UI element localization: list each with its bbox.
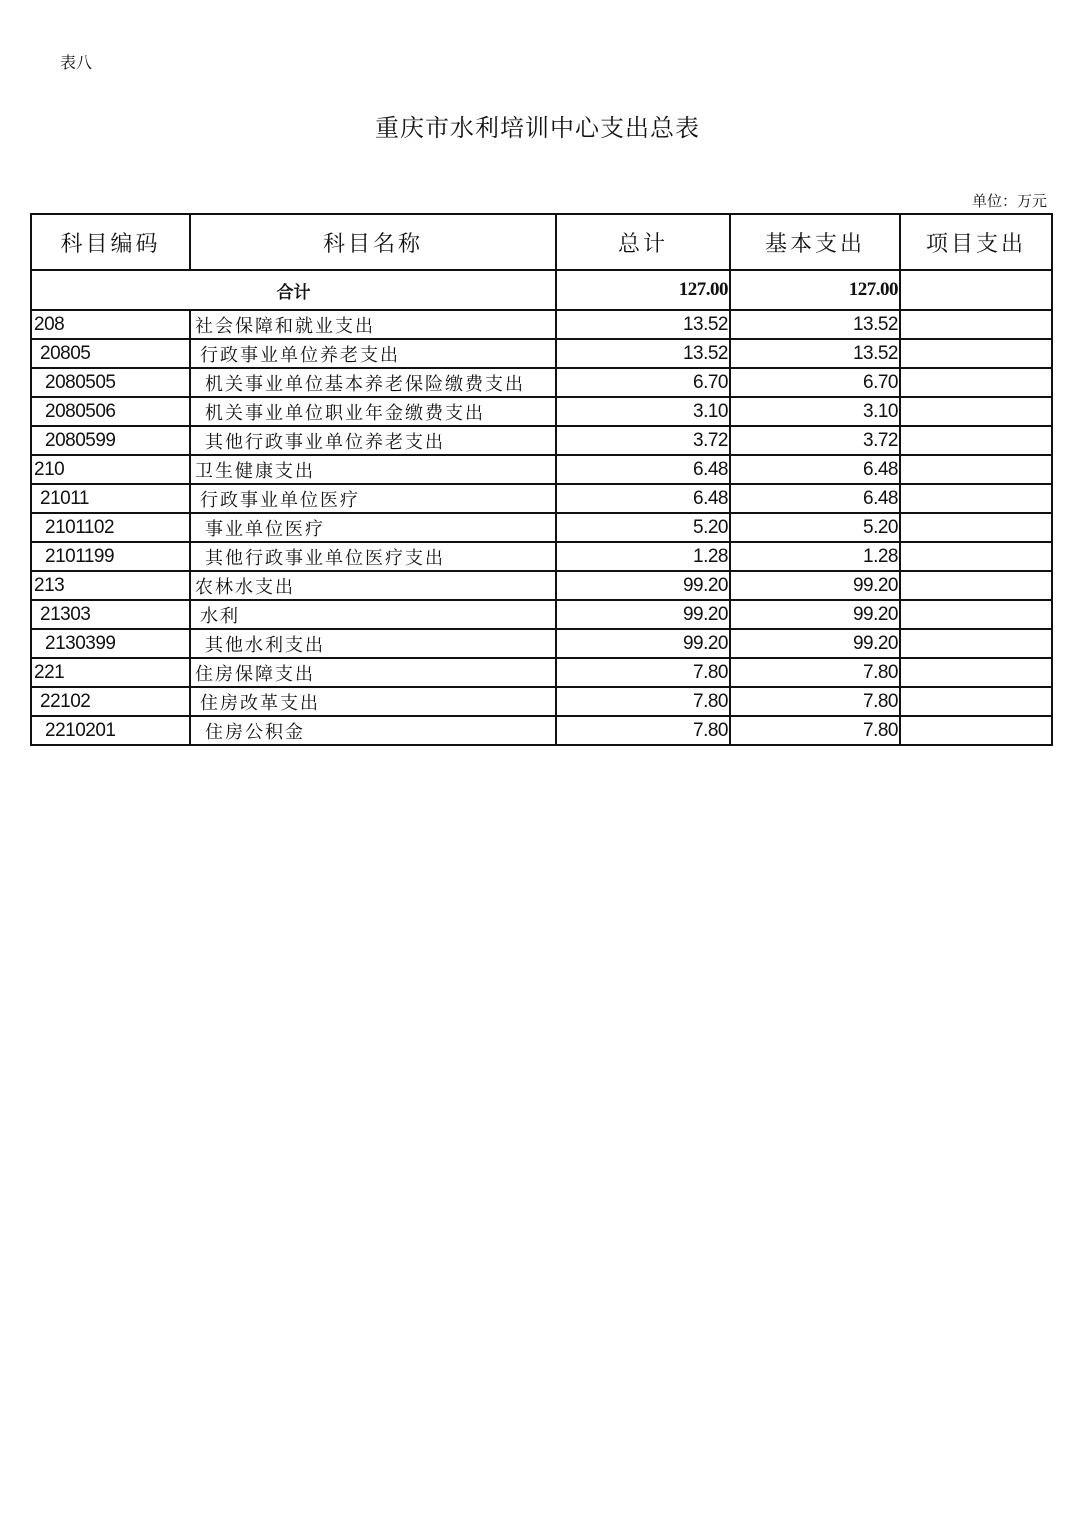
row-code: 2101102 bbox=[31, 513, 190, 542]
row-basic: 7.80 bbox=[730, 716, 900, 745]
total-cell-project bbox=[900, 270, 1052, 310]
column-header-project: 项目支出 bbox=[900, 214, 1052, 270]
table-label: 表八 bbox=[60, 53, 93, 72]
row-total: 6.48 bbox=[556, 455, 730, 484]
row-basic: 5.20 bbox=[730, 513, 900, 542]
expense-table bbox=[30, 213, 1053, 746]
row-code: 21303 bbox=[31, 600, 190, 629]
row-project bbox=[900, 397, 1052, 426]
row-code: 2101199 bbox=[31, 542, 190, 571]
row-project bbox=[900, 455, 1052, 484]
table-row bbox=[31, 310, 1052, 339]
row-total: 7.80 bbox=[556, 658, 730, 687]
table-row bbox=[31, 658, 1052, 687]
row-name: 社会保障和就业支出 bbox=[190, 310, 556, 339]
row-total: 99.20 bbox=[556, 600, 730, 629]
row-basic: 7.80 bbox=[730, 687, 900, 716]
row-name: 其他行政事业单位医疗支出 bbox=[190, 542, 556, 571]
table-row bbox=[31, 397, 1052, 426]
row-code: 2080506 bbox=[31, 397, 190, 426]
table-row bbox=[31, 339, 1052, 368]
row-basic: 3.72 bbox=[730, 426, 900, 455]
row-name: 水利 bbox=[190, 600, 556, 629]
row-code: 2130399 bbox=[31, 629, 190, 658]
table-row bbox=[31, 484, 1052, 513]
row-name: 其他水利支出 bbox=[190, 629, 556, 658]
row-code: 2080505 bbox=[31, 368, 190, 397]
row-basic: 1.28 bbox=[730, 542, 900, 571]
total-label: 合计 bbox=[31, 270, 556, 310]
total-row bbox=[31, 270, 1052, 310]
column-header-total: 总计 bbox=[556, 214, 730, 270]
row-code: 21011 bbox=[31, 484, 190, 513]
row-basic: 99.20 bbox=[730, 571, 900, 600]
row-project bbox=[900, 368, 1052, 397]
column-header-basic: 基本支出 bbox=[730, 214, 900, 270]
row-code: 208 bbox=[31, 310, 190, 339]
row-name: 行政事业单位养老支出 bbox=[190, 339, 556, 368]
total-cell-total: 127.00 bbox=[556, 270, 730, 310]
table-row bbox=[31, 455, 1052, 484]
row-project bbox=[900, 687, 1052, 716]
row-code: 2210201 bbox=[31, 716, 190, 745]
row-project bbox=[900, 658, 1052, 687]
unit-label: 单位：万元 bbox=[971, 192, 1047, 210]
row-project bbox=[900, 426, 1052, 455]
table-row bbox=[31, 629, 1052, 658]
row-total: 6.48 bbox=[556, 484, 730, 513]
row-total: 7.80 bbox=[556, 716, 730, 745]
row-name: 住房改革支出 bbox=[190, 687, 556, 716]
column-header-code: 科目编码 bbox=[31, 214, 190, 270]
table-row bbox=[31, 600, 1052, 629]
row-total: 3.72 bbox=[556, 426, 730, 455]
row-project bbox=[900, 629, 1052, 658]
row-basic: 99.20 bbox=[730, 629, 900, 658]
row-basic: 6.70 bbox=[730, 368, 900, 397]
row-code: 2080599 bbox=[31, 426, 190, 455]
row-project bbox=[900, 484, 1052, 513]
table-row bbox=[31, 716, 1052, 745]
table-row bbox=[31, 571, 1052, 600]
row-total: 3.10 bbox=[556, 397, 730, 426]
row-name: 事业单位医疗 bbox=[190, 513, 556, 542]
row-basic: 13.52 bbox=[730, 310, 900, 339]
row-code: 210 bbox=[31, 455, 190, 484]
total-cell-basic: 127.00 bbox=[730, 270, 900, 310]
row-name: 住房公积金 bbox=[190, 716, 556, 745]
row-project bbox=[900, 513, 1052, 542]
row-total: 5.20 bbox=[556, 513, 730, 542]
row-total: 7.80 bbox=[556, 687, 730, 716]
row-basic: 13.52 bbox=[730, 339, 900, 368]
row-code: 20805 bbox=[31, 339, 190, 368]
page-title: 重庆市水利培训中心支出总表 bbox=[375, 114, 700, 142]
row-basic: 3.10 bbox=[730, 397, 900, 426]
row-project bbox=[900, 571, 1052, 600]
row-name: 卫生健康支出 bbox=[190, 455, 556, 484]
row-project bbox=[900, 600, 1052, 629]
row-name: 住房保障支出 bbox=[190, 658, 556, 687]
row-total: 6.70 bbox=[556, 368, 730, 397]
row-total: 99.20 bbox=[556, 629, 730, 658]
column-header-name: 科目名称 bbox=[190, 214, 556, 270]
row-total: 99.20 bbox=[556, 571, 730, 600]
row-project bbox=[900, 542, 1052, 571]
row-basic: 6.48 bbox=[730, 484, 900, 513]
row-name: 农林水支出 bbox=[190, 571, 556, 600]
row-code: 22102 bbox=[31, 687, 190, 716]
row-name: 其他行政事业单位养老支出 bbox=[190, 426, 556, 455]
header-row bbox=[31, 214, 1052, 270]
row-name: 机关事业单位基本养老保险缴费支出 bbox=[190, 368, 556, 397]
table-row bbox=[31, 687, 1052, 716]
row-basic: 99.20 bbox=[730, 600, 900, 629]
table-row bbox=[31, 513, 1052, 542]
table-row bbox=[31, 426, 1052, 455]
row-total: 1.28 bbox=[556, 542, 730, 571]
row-total: 13.52 bbox=[556, 339, 730, 368]
row-code: 221 bbox=[31, 658, 190, 687]
row-project bbox=[900, 339, 1052, 368]
row-code: 213 bbox=[31, 571, 190, 600]
table-row bbox=[31, 368, 1052, 397]
row-name: 机关事业单位职业年金缴费支出 bbox=[190, 397, 556, 426]
row-basic: 7.80 bbox=[730, 658, 900, 687]
row-total: 13.52 bbox=[556, 310, 730, 339]
row-basic: 6.48 bbox=[730, 455, 900, 484]
row-name: 行政事业单位医疗 bbox=[190, 484, 556, 513]
table-row bbox=[31, 542, 1052, 571]
row-project bbox=[900, 716, 1052, 745]
row-project bbox=[900, 310, 1052, 339]
